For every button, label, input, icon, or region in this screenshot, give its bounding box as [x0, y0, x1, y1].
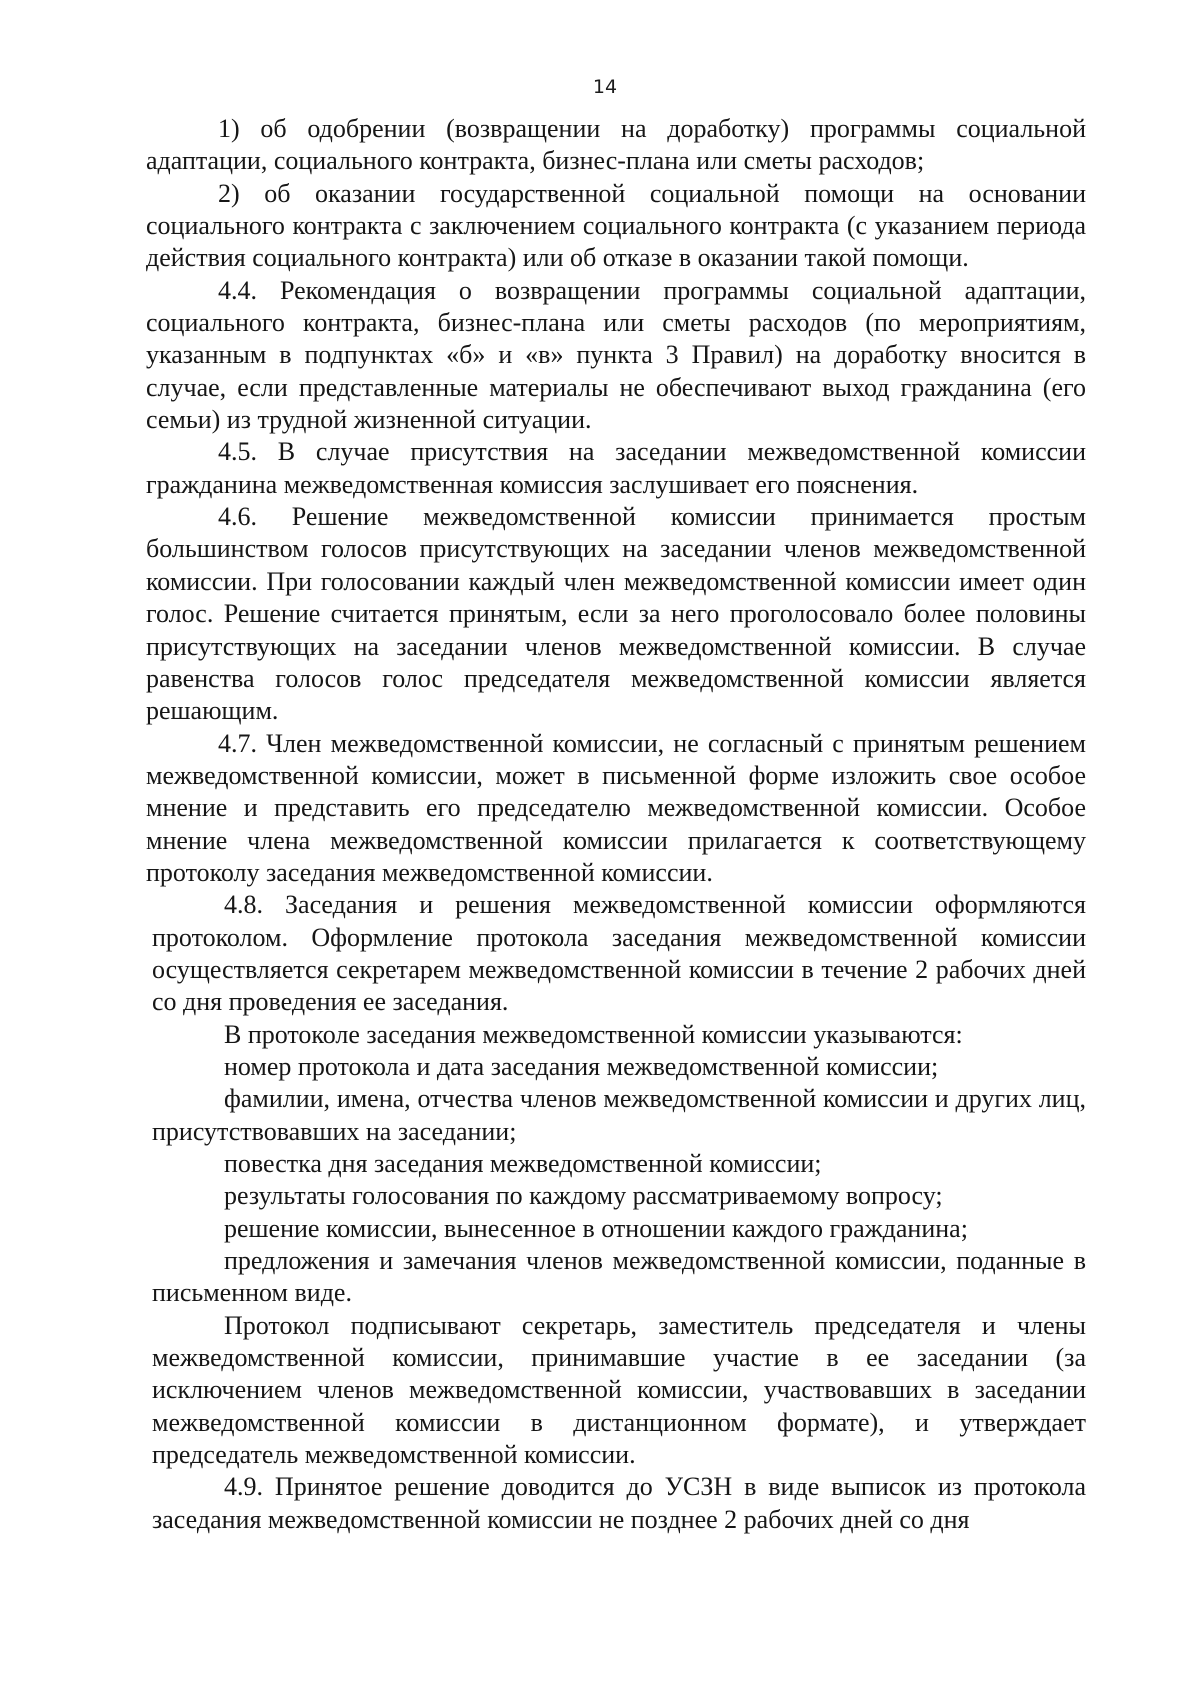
paragraph-4-7: 4.7. Член межведомственной комиссии, не согласный с принятым решением межведомственной комиссии, может в письменной форме изложить свое особое мнение и представить его председателю межведомственной комиссии. Особое мнение члена межведомственной комиссии прилагается к соответствующему протоколу заседания межведомственной комиссии. [146, 728, 1086, 887]
list-item-protocol-number: номер протокола и дата заседания межведомственной комиссии; [224, 1051, 939, 1081]
paragraph-protocol-signing: Протокол подписывают секретарь, заместитель председателя и члены межведомственной комиссии, принимавшие участие в ее заседании (за исключением членов межведомственной комиссии, участвовавших в заседании межведомственной комиссии в дистанционном формате), и утверждает председатель межведомственной комиссии. [152, 1310, 1086, 1470]
list-item-voting-results: результаты голосования по каждому рассматриваемому вопросу; [224, 1181, 943, 1211]
page-number: 14 [592, 76, 618, 98]
paragraph-item-1-approval: 1) об одобрении (возвращении на доработку) программы социальной адаптации, социального контракта, бизнес-плана или сметы расходов; [146, 114, 1086, 176]
paragraph-item-2-assistance: 2) об оказании государственной социальной помощи на основании социального контракта с заключением социального контракта (с указанием периода действия социального контракта) или об отказе в оказании такой помощи. [146, 178, 1086, 273]
paragraph-4-9: 4.9. Принятое решение доводится до УСЗН в виде выписок из протокола заседания межведомственной комиссии не позднее 2 рабочих дней со дня [152, 1472, 1086, 1534]
paragraph-4-8: 4.8. Заседания и решения межведомственной комиссии оформляются протоколом. Оформление протокола заседания межведомственной комиссии осуществляется секретарем межведомственной комиссии в течение 2 рабочих дней со дня проведения ее заседания. [152, 890, 1086, 1017]
paragraph-4-4: 4.4. Рекомендация о возвращении программы социальной адаптации, социального контракта, бизнес-плана или сметы расходов (по мероприятиям, указанным в подпунктах «б» и «в» пункта 3 Правил) на доработку вносится в случае, если представленные материалы не обеспечивают выход гражданина (его семьи) из трудной жизненной ситуации. [146, 275, 1086, 435]
paragraph-4-6: 4.6. Решение межведомственной комиссии принимается простым большинством голосов присутствующих на заседании членов межведомственной комиссии. При голосовании каждый член межведомственной комиссии имеет один голос. Решение считается принятым, если за него проголосовало более половины присутствующих на заседании членов межведомственной комиссии. В случае равенства голосов голос председателя межведомственной комиссии является решающим. [146, 502, 1086, 726]
list-item-commission-decision: решение комиссии, вынесенное в отношении каждого гражданина; [224, 1213, 968, 1243]
list-item-member-names: фамилии, имена, отчества членов межведомственной комиссии и других лиц, присутствовавших на заседании; [152, 1084, 1086, 1146]
paragraph-protocol-contents-intro: В протоколе заседания межведомственной комиссии указываются: [224, 1019, 963, 1049]
list-item-agenda: повестка дня заседания межведомственной комиссии; [224, 1149, 822, 1178]
document-body [146, 113, 1086, 1536]
paragraph-4-5: 4.5. В случае присутствия на заседании межведомственной комиссии гражданина межведомственная комиссия заслушивает его пояснения. [146, 437, 1086, 499]
list-item-proposals: предложения и замечания членов межведомственной комиссии, поданные в письменном виде. [152, 1246, 1086, 1308]
